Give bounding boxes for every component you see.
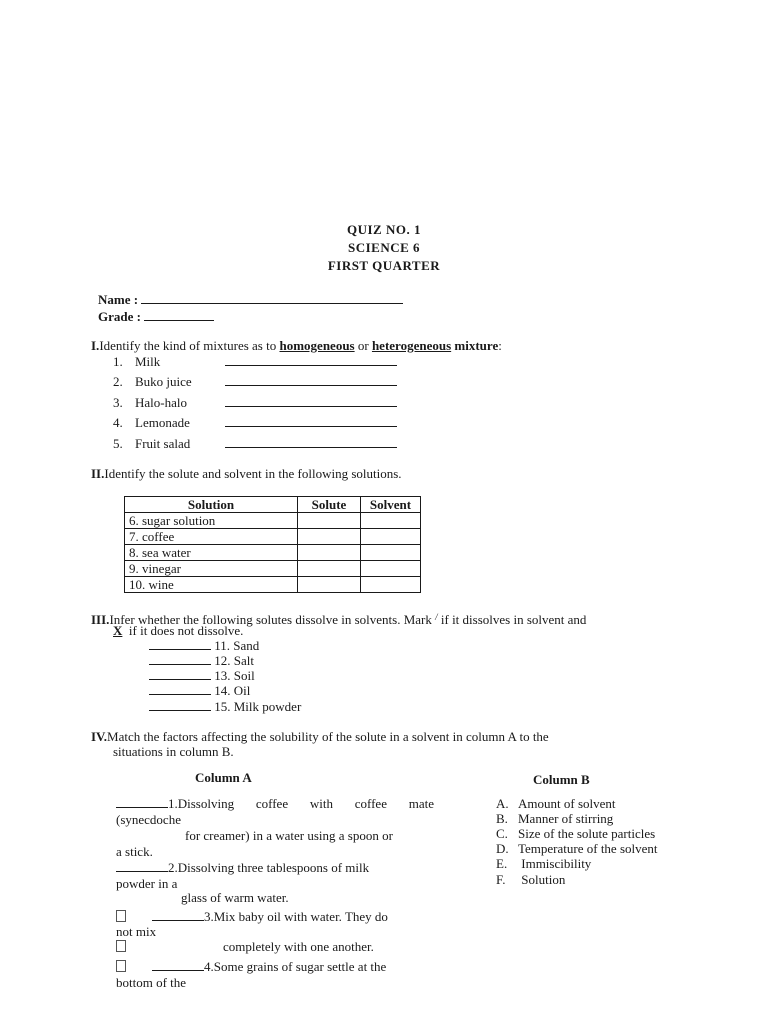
section-1-text: Identify the kind of mixtures as to	[99, 338, 280, 353]
item-text: Amount of solvent	[518, 796, 616, 811]
table-row	[125, 529, 421, 545]
item-text: 1.Dissolving coffee with coffee mate	[168, 796, 434, 811]
item-label: Fruit salad	[135, 436, 191, 451]
item-text: Size of the solute particles	[518, 826, 656, 841]
column-a-item-1-line-4: a stick.	[116, 844, 153, 859]
section-3-text: Infer whether the following solutes dissolve in solvents. Mark	[109, 612, 432, 627]
checkbox-icon	[116, 960, 126, 972]
solvent-cell[interactable]	[361, 545, 421, 561]
list-item	[113, 415, 397, 431]
column-a-title: Column A	[195, 770, 252, 785]
answer-blank[interactable]	[225, 395, 397, 407]
header-solution: Solution	[125, 497, 298, 513]
item-label: Halo-halo	[135, 395, 187, 410]
checkbox-icon	[116, 910, 126, 922]
item-label: 15. Milk powder	[214, 699, 302, 714]
column-a-item-4	[116, 959, 434, 975]
column-a-item-1-line-2: (synecdoche	[116, 812, 181, 827]
column-a-item-3	[116, 909, 434, 925]
item-letter: F.	[496, 872, 506, 887]
column-a-item-3-line-3	[116, 939, 434, 955]
list-item	[149, 683, 250, 699]
answer-blank[interactable]	[149, 668, 211, 680]
table-header-row	[125, 497, 421, 513]
item-text: Temperature of the solvent	[518, 841, 658, 856]
section-1-colon: :	[498, 338, 502, 353]
section-2-instruction	[91, 466, 402, 482]
section-3-line-2	[113, 623, 243, 639]
answer-blank[interactable]	[149, 653, 211, 665]
item-text: completely with one another.	[223, 939, 374, 954]
table-row	[125, 561, 421, 577]
column-b-item	[496, 841, 658, 857]
section-1-numeral: I.	[91, 338, 100, 353]
term-mixture: mixture	[454, 338, 499, 353]
item-letter: D.	[496, 841, 509, 856]
item-number: 5.	[113, 436, 123, 451]
solution-cell: 10. wine	[125, 577, 298, 593]
term-heterogeneous: heterogeneous	[371, 338, 452, 353]
solution-cell: 7. coffee	[125, 529, 298, 545]
list-item	[113, 436, 397, 452]
column-a-item-4-line-2: bottom of the	[116, 975, 187, 987]
list-item	[113, 374, 397, 390]
item-label: 14. Oil	[214, 683, 251, 698]
item-text: Manner of stirring	[518, 811, 614, 826]
column-b-item	[496, 796, 616, 812]
column-b-item	[496, 856, 591, 872]
column-a-item-2	[116, 860, 434, 876]
solution-cell: 8. sea water	[125, 545, 298, 561]
section-3-text-2: if it does not dissolve.	[128, 623, 244, 638]
item-letter: E.	[496, 856, 508, 871]
item-number: 3.	[113, 395, 123, 410]
answer-blank[interactable]	[149, 699, 211, 711]
answer-blank[interactable]	[116, 860, 168, 872]
column-a-item-3-line-2: not mix	[116, 924, 157, 939]
grade-label: Grade :	[98, 309, 141, 324]
answer-blank[interactable]	[149, 638, 211, 650]
subject-title: SCIENCE 6	[347, 240, 421, 255]
header-solvent: Solvent	[361, 497, 421, 513]
list-item	[149, 653, 254, 669]
check-mark-icon: /	[435, 612, 438, 622]
quarter-title: FIRST QUARTER	[327, 258, 441, 273]
item-text: 3.Mix baby oil with water. They do	[204, 909, 388, 924]
answer-blank[interactable]	[225, 374, 397, 386]
section-3-text-end: if it dissolves in solvent and	[440, 612, 587, 627]
item-label: 12. Salt	[214, 653, 254, 668]
answer-blank[interactable]	[152, 959, 204, 971]
checkbox-icon	[116, 940, 126, 952]
column-a-item-1-line-3: for creamer) in a water using a spoon or	[185, 828, 393, 843]
column-b-item	[496, 811, 613, 827]
solution-cell: 6. sugar solution	[125, 513, 298, 529]
section-4-text: Match the factors affecting the solubility of the solute in a solvent in column A to the	[107, 729, 549, 744]
column-a-item-2-line-2: powder in a	[116, 876, 178, 891]
section-1-text-mid: or	[354, 338, 372, 353]
item-letter: A.	[496, 796, 509, 811]
list-item	[149, 638, 259, 654]
item-letter: C.	[496, 826, 508, 841]
item-letter: B.	[496, 811, 508, 826]
name-label: Name :	[98, 292, 139, 307]
item-text: 2.Dissolving three tablespoons of milk	[168, 860, 370, 875]
solution-table	[124, 496, 421, 593]
item-label: Milk	[135, 354, 161, 369]
table-row	[125, 545, 421, 561]
table-row	[125, 577, 421, 593]
answer-blank[interactable]	[149, 683, 211, 695]
grade-row	[98, 309, 214, 325]
section-4-line-2: situations in column B.	[113, 744, 234, 759]
x-mark: X	[113, 623, 123, 638]
column-a-item-1	[116, 796, 434, 812]
solution-cell: 9. vinegar	[125, 561, 298, 577]
item-number: 4.	[113, 415, 123, 430]
name-row	[98, 292, 403, 308]
section-4-instruction	[91, 729, 549, 745]
table-row	[125, 513, 421, 529]
item-text: Immiscibility	[518, 856, 592, 871]
solute-cell[interactable]	[298, 529, 361, 545]
column-b-title: Column B	[533, 772, 590, 787]
header-solute: Solute	[298, 497, 361, 513]
solute-cell[interactable]	[298, 561, 361, 577]
section-4-numeral: IV.	[91, 729, 108, 744]
solute-cell[interactable]	[298, 513, 361, 529]
column-b-item	[496, 826, 655, 842]
list-item	[149, 668, 255, 684]
item-number: 1.	[113, 354, 123, 369]
grade-blank[interactable]	[144, 309, 214, 321]
section-2-numeral: II.	[91, 466, 105, 481]
section-3-numeral: III.	[91, 612, 110, 627]
item-label: 11. Sand	[214, 638, 260, 653]
answer-blank[interactable]	[116, 796, 168, 808]
list-item	[113, 354, 397, 370]
solvent-cell[interactable]	[361, 561, 421, 577]
item-label: 13. Soil	[214, 668, 255, 683]
item-label: Buko juice	[135, 374, 192, 389]
solute-cell[interactable]	[298, 545, 361, 561]
section-1-instruction	[91, 338, 502, 354]
list-item	[113, 395, 397, 411]
name-blank[interactable]	[141, 292, 403, 304]
section-2-text: Identify the solute and solvent in the following solutions.	[104, 466, 402, 481]
item-number: 2.	[113, 374, 123, 389]
column-a-item-2-line-3: glass of warm water.	[181, 890, 289, 905]
item-text: 4.Some grains of sugar settle at the	[204, 959, 387, 974]
solvent-cell[interactable]	[361, 529, 421, 545]
solvent-cell[interactable]	[361, 513, 421, 529]
term-homogeneous: homogeneous	[279, 338, 355, 353]
list-item	[149, 699, 301, 715]
answer-blank[interactable]	[225, 415, 397, 427]
quiz-title: QUIZ NO. 1	[347, 222, 421, 237]
answer-blank[interactable]	[225, 436, 397, 448]
item-text: Solution	[518, 872, 566, 887]
solvent-cell[interactable]	[361, 577, 421, 593]
answer-blank[interactable]	[152, 909, 204, 921]
item-label: Lemonade	[135, 415, 190, 430]
solute-cell[interactable]	[298, 577, 361, 593]
answer-blank[interactable]	[225, 354, 397, 366]
column-b-item	[496, 872, 565, 888]
